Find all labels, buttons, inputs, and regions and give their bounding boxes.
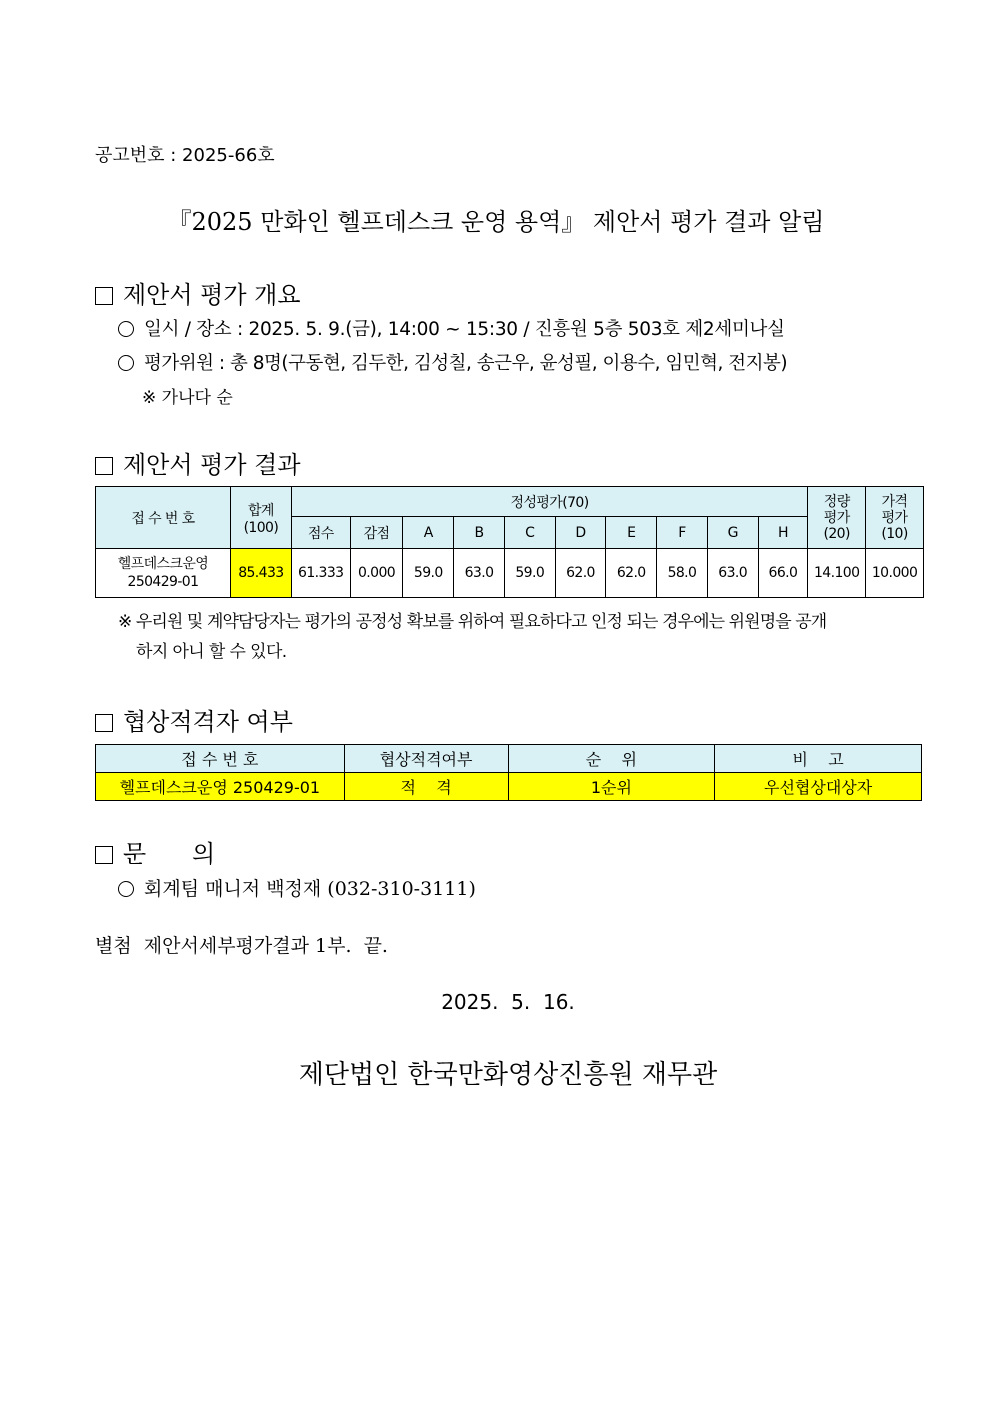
overview-note: ※ 가나다 순 — [142, 388, 233, 408]
cell-receipt-number: 헬프데스크운영 250429-01 — [96, 773, 345, 801]
evaluation-result-table — [95, 486, 924, 598]
document-date: 2025. 5. 16. — [441, 990, 575, 1014]
cell-deduction: 0.000 — [350, 549, 403, 598]
section-negotiation-heading: 협상적격자 여부 — [95, 702, 293, 737]
header-receipt-number: 접 수 번 호 — [96, 487, 231, 549]
circle-bullet-icon — [118, 355, 134, 371]
cell-judge-b: 63.0 — [454, 549, 505, 598]
header-total: 합계 (100) — [230, 487, 291, 549]
header-receipt-number: 접 수 번 호 — [96, 745, 345, 773]
page-title: 『2025 만화인 헬프데스크 운영 용역』 제안서 평가 결과 알림 — [167, 208, 825, 236]
result-note-line2: 하지 아니 할 수 있다. — [136, 642, 287, 662]
header-eligibility: 협상적격여부 — [344, 745, 508, 773]
checkbox-square-icon — [95, 287, 113, 305]
header-remarks: 비 고 — [715, 745, 922, 773]
inquiry-contact: 회계팀 매니저 백정재 (032-310-3111) — [118, 874, 476, 901]
overview-bullet-evaluators: 평가위원 : 총 8명(구동현, 김두한, 김성칠, 송근우, 윤성필, 이용수, 임민혁, 전지봉) — [118, 349, 787, 375]
overview-bullet-datetime: 일시 / 장소 : 2025. 5. 9.(금), 14:00 ~ 15:30 / 진흥원 5층 503호 제2세미나실 — [118, 315, 785, 341]
header-deduction: 감점 — [350, 517, 403, 549]
issuer-signature: 제단법인 한국만화영상진흥원 재무관 — [298, 1060, 718, 1090]
header-price: 가격 평가 (10) — [866, 487, 924, 549]
header-judge-b: B — [454, 517, 505, 549]
cell-remarks: 우선협상대상자 — [715, 773, 922, 801]
table-row — [96, 773, 922, 801]
cell-score: 61.333 — [291, 549, 350, 598]
table-row — [96, 549, 924, 598]
header-judge-c: C — [504, 517, 555, 549]
cell-judge-g: 63.0 — [707, 549, 758, 598]
cell-price: 10.000 — [866, 549, 924, 598]
negotiation-table — [95, 744, 922, 801]
result-note-line1: ※ 우리원 및 계약담당자는 평가의 공정성 확보를 위하여 필요하다고 인정 되는 경우에는 위원명을 공개 — [118, 612, 827, 632]
section-inquiry-heading: 문 의 — [95, 834, 215, 869]
cell-judge-d: 62.0 — [555, 549, 606, 598]
cell-judge-c: 59.0 — [504, 549, 555, 598]
cell-judge-h: 66.0 — [758, 549, 808, 598]
header-rank: 순 위 — [508, 745, 715, 773]
circle-bullet-icon — [118, 321, 134, 337]
header-judge-d: D — [555, 517, 606, 549]
section-overview-heading: 제안서 평가 개요 — [95, 275, 301, 310]
header-judge-f: F — [657, 517, 708, 549]
notice-number: 공고번호 : 2025-66호 — [95, 145, 275, 166]
cell-judge-f: 58.0 — [657, 549, 708, 598]
checkbox-square-icon — [95, 457, 113, 475]
circle-bullet-icon — [118, 881, 134, 897]
section-result-heading: 제안서 평가 결과 — [95, 445, 301, 480]
cell-rank: 1순위 — [508, 773, 715, 801]
header-judge-g: G — [707, 517, 758, 549]
cell-receipt-number: 헬프데스크운영 250429-01 — [96, 549, 231, 598]
cell-judge-e: 62.0 — [606, 549, 657, 598]
attachment-line: 별첨 제안서세부평가결과 1부. 끝. — [95, 935, 388, 957]
header-judge-a: A — [403, 517, 454, 549]
header-qualitative: 정성평가(70) — [291, 487, 807, 517]
header-judge-h: H — [758, 517, 808, 549]
header-quantitative: 정량 평가 (20) — [808, 487, 866, 549]
cell-judge-a: 59.0 — [403, 549, 454, 598]
checkbox-square-icon — [95, 846, 113, 864]
header-judge-e: E — [606, 517, 657, 549]
cell-quantitative: 14.100 — [808, 549, 866, 598]
cell-total: 85.433 — [230, 549, 291, 598]
cell-eligibility: 적 격 — [344, 773, 508, 801]
checkbox-square-icon — [95, 714, 113, 732]
header-score: 점수 — [291, 517, 350, 549]
